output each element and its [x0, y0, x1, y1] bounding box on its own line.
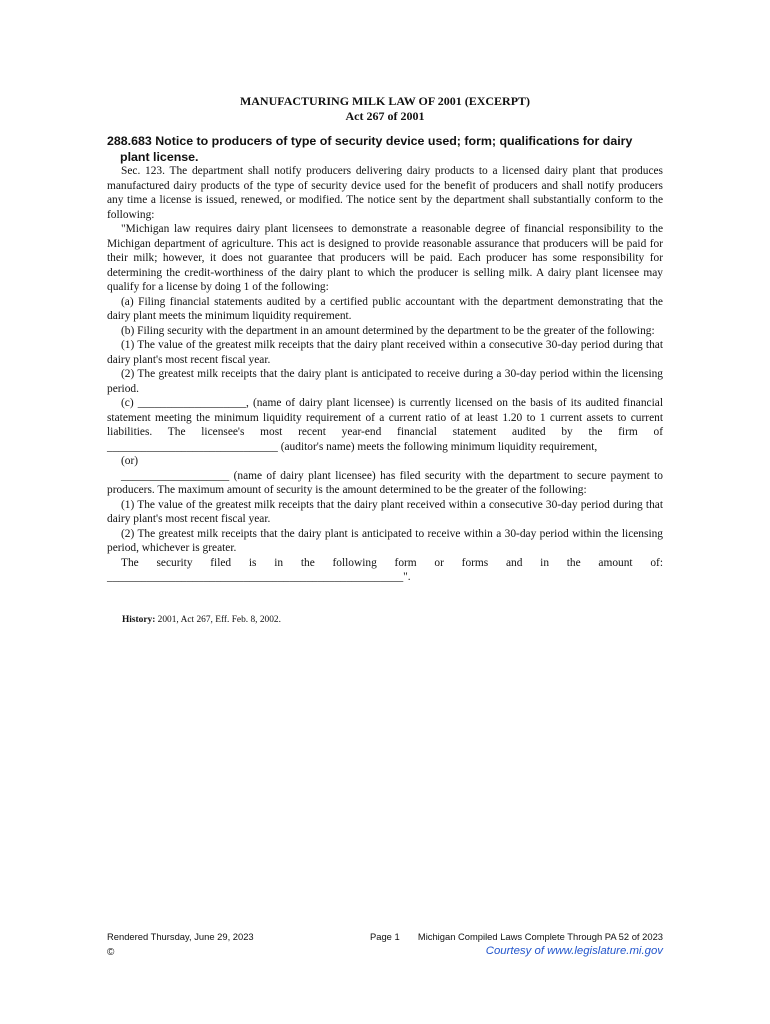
paragraph: (2) The greatest milk receipts that the dairy plant is anticipated to receive within a 30-day period within the licensing period, whichever is greater. [107, 527, 663, 554]
paragraph: (a) Filing financial statements audited by a certified public accountant with the department demonstrating that the dairy plant meets the minimum liquidity requirement. [107, 295, 663, 322]
page-number: Page 1 [370, 931, 400, 942]
copyright-symbol: © [107, 947, 115, 958]
document-title [0, 94, 770, 124]
paragraph: Sec. 123. The department shall notify producers delivering dairy products to a licensed dairy plant that produces manufactured dairy products of the type of security device used for the benefit of producers and shall notify producers any time a license is issued, renewed, or modified. The notice sent by the department shall substantially conform to the following: [107, 165, 663, 221]
paragraph: (or) [121, 455, 139, 467]
history-label: History: [122, 615, 156, 625]
paragraph: The security filed is in the following form or forms and in the amount of: [121, 556, 663, 569]
compiled-through: Michigan Compiled Laws Complete Through PA 52 of 2023 [417, 931, 663, 942]
law-title: MANUFACTURING MILK LAW OF 2001 (EXCERPT) [239, 94, 531, 108]
act-number: Act 267 of 2001 [345, 109, 425, 123]
paragraph: "Michigan law requires dairy plant licensees to demonstrate a reasonable degree of financial responsibility to the Michigan department of agriculture. This act is designed to provide reasonable assurance that producers will be paid for their milk; however, it does not guarantee that producers will be paid. Each producer has some responsibility for determining the credit-worthiness of the dairy plant to which the producer is selling milk. A dairy plant licensee may qualify for a license by doing 1 of the following: [107, 223, 663, 293]
section-heading-line-1: 288.683 Notice to producers of type of security device used; form; qualifications for dairy [107, 134, 633, 148]
courtesy-link[interactable]: Courtesy of www.legislature.mi.gov [485, 945, 663, 957]
paragraph: (1) The value of the greatest milk receipts that the dairy plant received within a consecutive 30-day period during that dairy plant's most recent fiscal year. [107, 339, 663, 366]
paragraph: (2) The greatest milk receipts that the dairy plant is anticipated to receive during a 30-day period within the licensing period. [107, 368, 663, 395]
paragraph: ___________________ (name of dairy plant licensee) has filed security with the department to secure payment to producers. The maximum amount of security is the amount determined to be the greater of the following: [107, 469, 663, 496]
rendered-date: Rendered Thursday, June 29, 2023 [107, 931, 254, 942]
paragraph: (b) Filing security with the department in an amount determined by the department to be the greater of the following: [121, 324, 655, 337]
history-note [122, 614, 662, 626]
section-heading [107, 133, 663, 165]
paragraph: (c) ___________________, (name of dairy plant licensee) is currently licensed on the basis of its audited financial statement meeting the minimum liquidity requirement of a current ratio of at least 1.20 to 1 current assets to current liabilities. The licensee's most recent year-end financial statement audited by the firm of ______________________________ (auditor's name) meets the following minimum liquidity requirement, [107, 397, 663, 453]
paragraph: ____________________________________________________". [107, 571, 411, 583]
section-heading-line-2: plant license. [120, 150, 199, 164]
paragraph: (1) The value of the greatest milk receipts that the dairy plant received within a consecutive 30-day period during that dairy plant's most recent fiscal year. [107, 498, 663, 525]
section-body [107, 164, 663, 585]
history-text: 2001, Act 267, Eff. Feb. 8, 2002. [157, 615, 281, 625]
